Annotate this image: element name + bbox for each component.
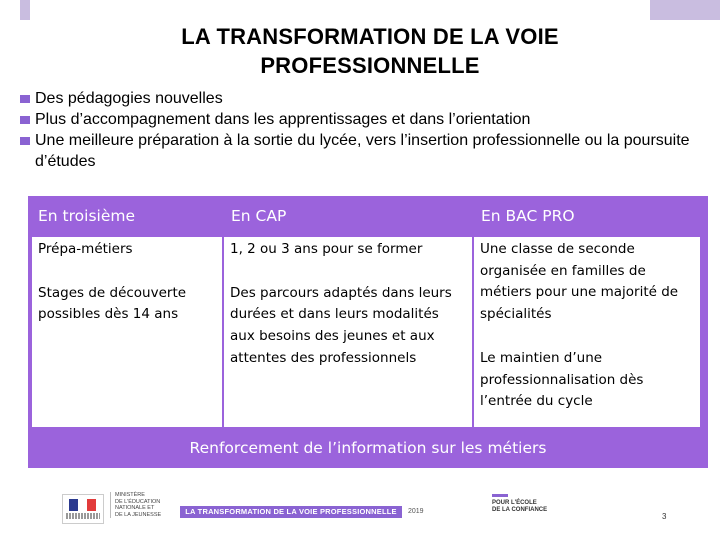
cell-text: Une classe de seconde organisée en familles de métiers pour une majorité de spécialités bbox=[480, 241, 679, 323]
bullet-text: Des pédagogies nouvelles bbox=[35, 90, 223, 107]
cell-bac-pro bbox=[474, 237, 700, 427]
ministry-line: DE L'ÉDUCATION bbox=[115, 498, 161, 505]
bullet-item bbox=[20, 130, 710, 172]
header-bac-pro: En BAC PRO bbox=[481, 207, 575, 225]
ministry-line: DE LA JEUNESSE bbox=[115, 511, 162, 518]
header-troisieme: En troisième bbox=[38, 207, 135, 225]
corner-decoration-right bbox=[650, 0, 720, 20]
comparison-table bbox=[28, 196, 708, 468]
cell-text: Le maintien d’une professionnalisation dès l’entrée du cycle bbox=[480, 349, 644, 410]
bullet-square-icon bbox=[20, 116, 30, 124]
bullet-text: Une meilleure préparation à la sortie du lycée, vers l’insertion professionnelle ou la poursuite d’études bbox=[35, 132, 690, 170]
slide-title bbox=[60, 22, 680, 80]
ecole-line: DE LA CONFIANCE bbox=[492, 507, 548, 513]
cell-text: 1, 2 ou 3 ans pour se former bbox=[230, 241, 423, 257]
bullet-square-icon bbox=[20, 137, 30, 145]
bullet-square-icon bbox=[20, 95, 30, 103]
ministry-line: MINISTÈRE bbox=[115, 492, 145, 498]
footer-year: 2019 bbox=[408, 508, 424, 515]
cell-text: Prépa-métiers bbox=[38, 241, 133, 257]
ecole-confiance-logo bbox=[492, 500, 582, 514]
bullet-list bbox=[20, 88, 710, 172]
ecole-line: POUR L'ÉCOLE bbox=[492, 500, 537, 506]
footer-banner: LA TRANSFORMATION DE LA VOIE PROFESSIONNELLE bbox=[180, 506, 402, 518]
cell-troisieme bbox=[32, 237, 222, 427]
header-cap: En CAP bbox=[231, 207, 287, 225]
bullet-text: Plus d’accompagnement dans les apprentissages et dans l’orientation bbox=[35, 111, 531, 128]
republique-francaise-logo bbox=[62, 494, 104, 524]
ministry-line: NATIONALE ET bbox=[115, 505, 155, 511]
ministry-label bbox=[110, 492, 165, 518]
corner-decoration-left bbox=[20, 0, 30, 20]
cell-cap bbox=[224, 237, 472, 427]
table-footer: Renforcement de l’information sur les métiers bbox=[189, 439, 547, 457]
bullet-item bbox=[20, 109, 710, 130]
page-number: 3 bbox=[662, 512, 667, 521]
cell-text: Stages de découverte possibles dès 14 ans bbox=[38, 284, 187, 323]
bullet-item bbox=[20, 88, 710, 109]
cell-text: Des parcours adaptés dans leurs durées et dans leurs modalités aux besoins des jeunes et aux attentes des professionnels bbox=[230, 284, 452, 366]
title-line-2: PROFESSIONNELLE bbox=[260, 53, 480, 78]
title-line-1: LA TRANSFORMATION DE LA VOIE bbox=[181, 24, 559, 49]
